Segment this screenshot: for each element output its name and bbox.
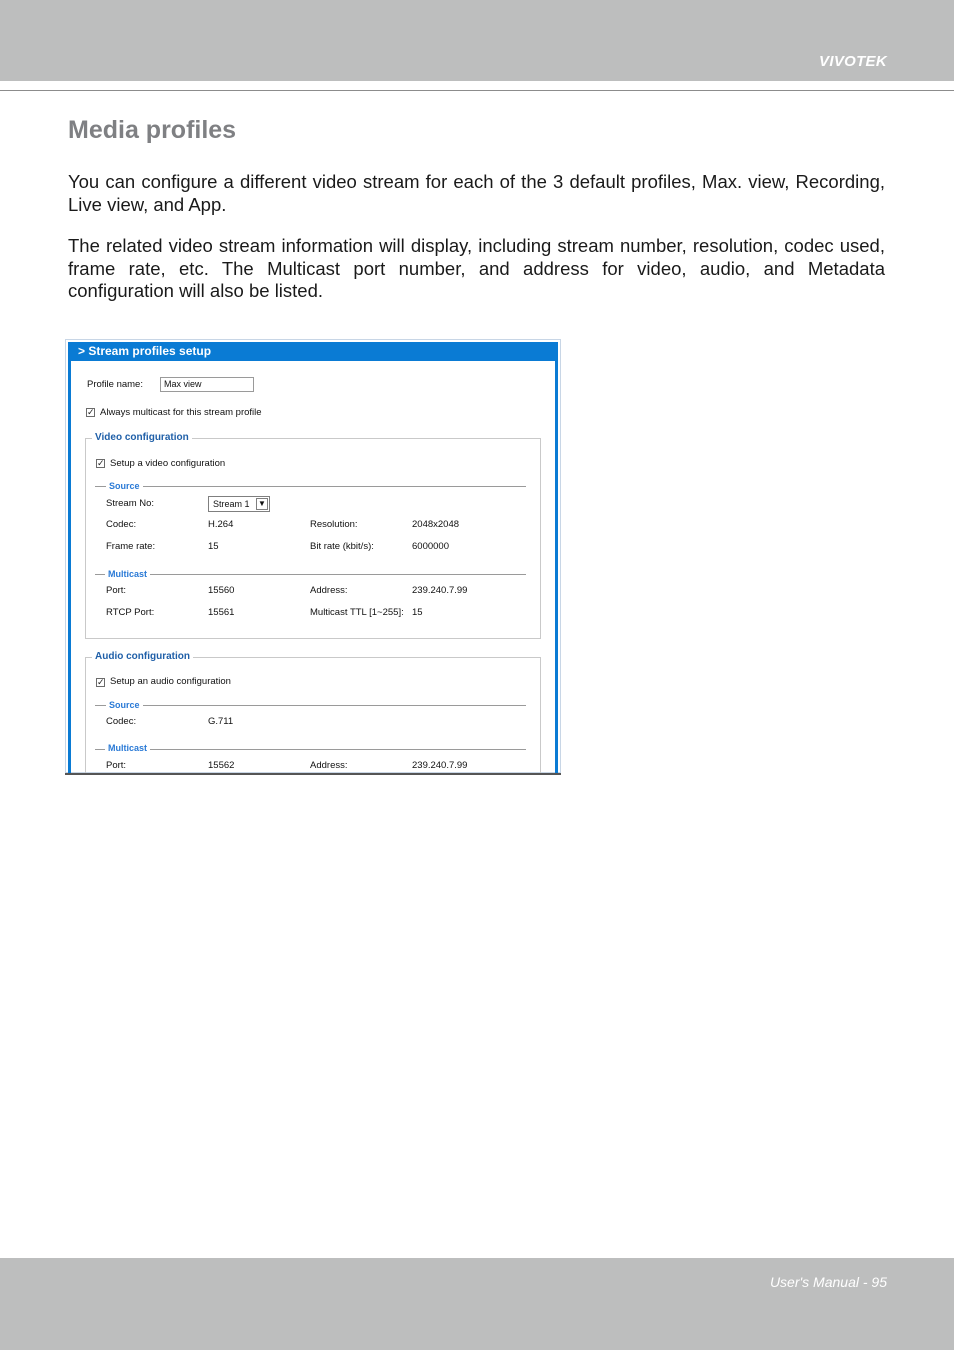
- audio-source-divider: [95, 705, 526, 706]
- video-port-value: 15560: [208, 585, 235, 596]
- audio-multicast-legend: Multicast: [105, 743, 150, 753]
- rtcp-port-value: 15561: [208, 607, 235, 618]
- stream-no-value: Stream 1: [213, 499, 250, 509]
- bit-rate-label: Bit rate (kbit/s):: [310, 541, 374, 552]
- video-setup-checkbox[interactable]: ✓: [97, 458, 105, 468]
- resolution-label: Resolution:: [310, 519, 358, 530]
- video-source-divider: [95, 486, 526, 487]
- frame-rate-value: 15: [208, 541, 219, 552]
- audio-address-value: 239.240.7.99: [412, 760, 468, 771]
- stream-no-label: Stream No:: [106, 498, 155, 509]
- footer-bar: [0, 1258, 954, 1350]
- audio-setup-label: Setup an audio configuration: [110, 676, 231, 687]
- audio-source-legend: Source: [106, 700, 143, 710]
- profile-name-label: Profile name:: [87, 379, 143, 390]
- audio-codec-label: Codec:: [106, 716, 137, 727]
- intro-paragraph: You can configure a different video stream for each of the 3 default profiles, Max. view, Recording, Live view, and App.: [68, 171, 885, 215]
- stream-profiles-header: > Stream profiles setup: [68, 342, 558, 361]
- audio-address-label: Address:: [310, 760, 348, 771]
- video-source-legend: Source: [106, 481, 143, 491]
- page-title: Media profiles: [68, 116, 237, 144]
- audio-config-legend: Audio configuration: [92, 651, 193, 662]
- page-number: User's Manual - 95: [769, 1274, 887, 1290]
- audio-multicast-divider: [95, 749, 526, 750]
- audio-setup-checkbox[interactable]: ✓: [97, 677, 105, 687]
- header-bar: [0, 0, 954, 81]
- video-multicast-divider: [95, 574, 526, 575]
- multicast-ttl-label: Multicast TTL [1~255]:: [310, 607, 404, 618]
- stream-no-select[interactable]: [208, 496, 270, 512]
- details-paragraph: The related video stream information will display, including stream number, resolution, codec used, frame rate, etc. The Multicast port number, and address for video, audio, and Metadata configuration will also be listed.: [68, 235, 885, 301]
- multicast-ttl-value: 15: [412, 607, 423, 618]
- video-port-label: Port:: [106, 585, 127, 596]
- profile-name-input[interactable]: Max view: [160, 377, 254, 392]
- video-address-value: 239.240.7.99: [412, 585, 468, 596]
- always-multicast-label: Always multicast for this stream profile: [100, 407, 262, 418]
- audio-codec-value: G.711: [208, 716, 234, 727]
- video-setup-label: Setup a video configuration: [110, 458, 226, 469]
- video-multicast-legend: Multicast: [105, 569, 150, 579]
- video-address-label: Address:: [310, 585, 348, 596]
- chevron-down-icon[interactable]: ▼: [256, 498, 268, 510]
- resolution-value: 2048x2048: [412, 519, 460, 530]
- frame-rate-label: Frame rate:: [106, 541, 156, 552]
- always-multicast-checkbox[interactable]: ✓: [87, 407, 95, 417]
- stream-profiles-screenshot: [65, 339, 561, 775]
- audio-port-label: Port:: [106, 760, 127, 771]
- bit-rate-value: 6000000: [412, 541, 449, 552]
- audio-config-fieldset: [85, 657, 541, 775]
- brand-logo: VIVOTEK: [819, 53, 887, 70]
- rtcp-port-label: RTCP Port:: [106, 607, 155, 618]
- video-codec-label: Codec:: [106, 519, 137, 530]
- video-codec-value: H.264: [208, 519, 234, 530]
- header-divider: [0, 90, 954, 91]
- video-config-legend: Video configuration: [92, 432, 192, 443]
- audio-port-value: 15562: [208, 760, 235, 771]
